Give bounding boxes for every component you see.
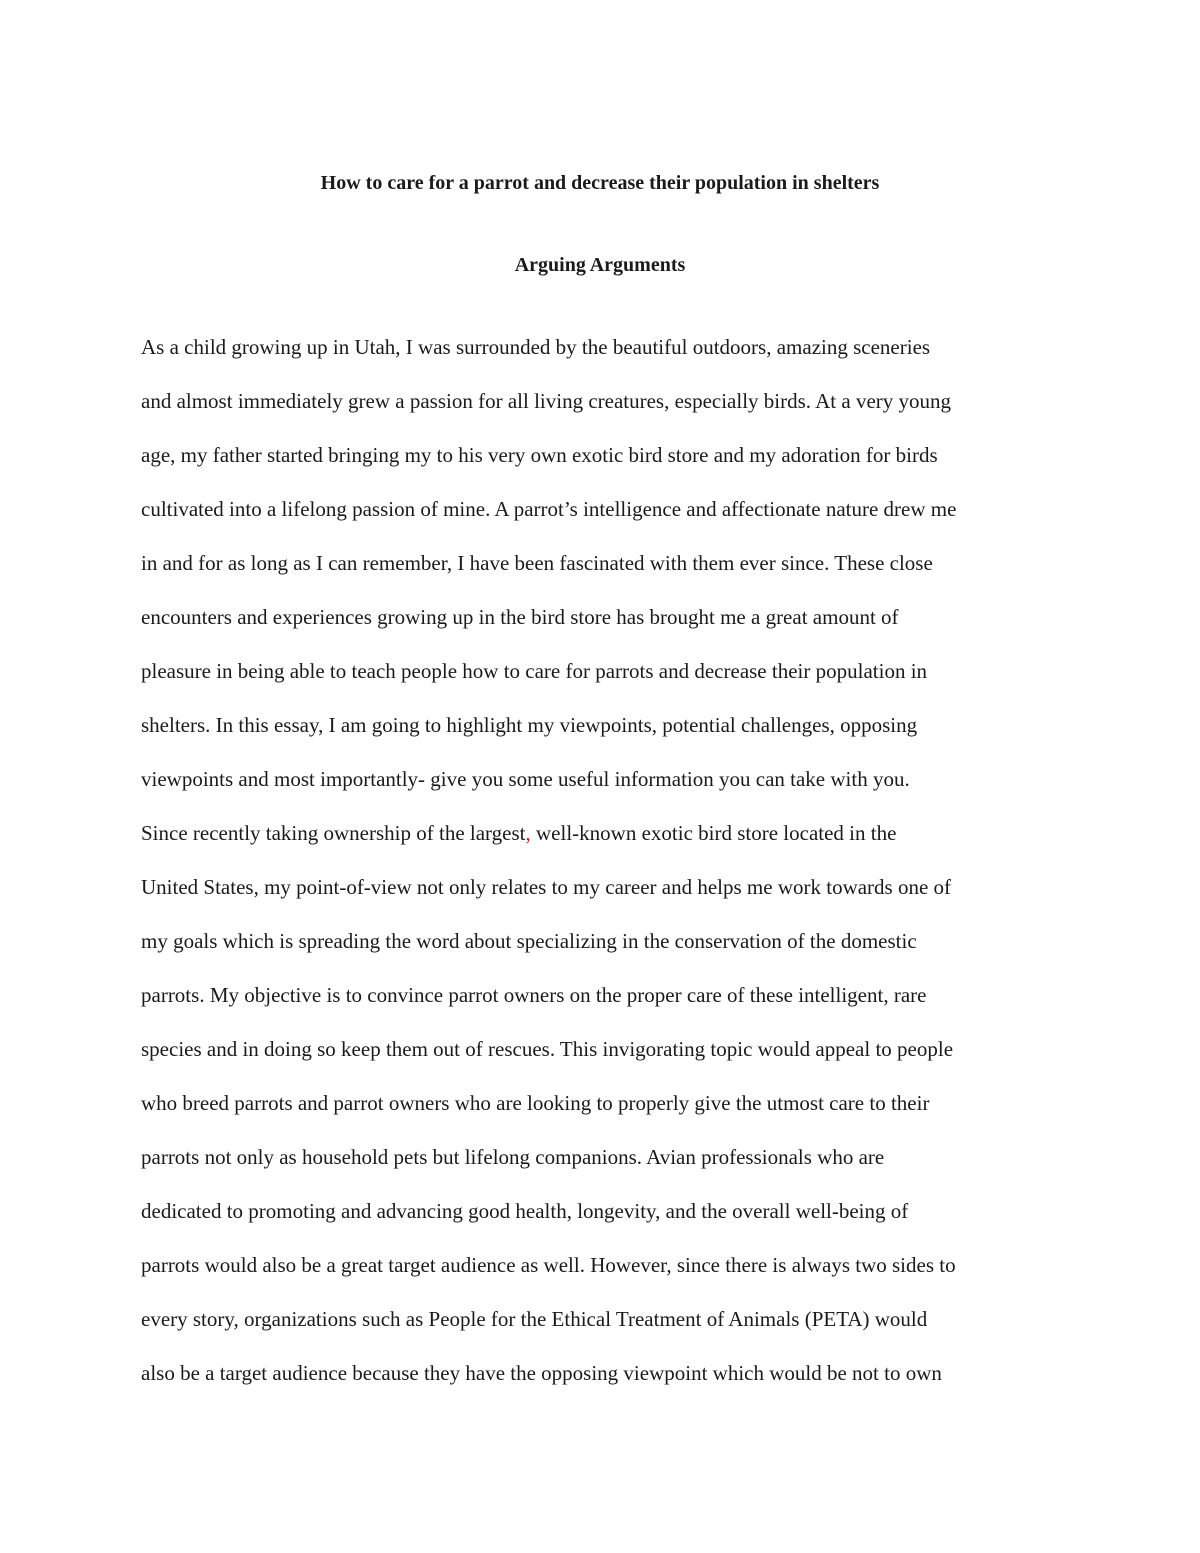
body-line: shelters. In this essay, I am going to highlight my viewpoints, potential challenges, opposing: [141, 713, 918, 737]
body-line: dedicated to promoting and advancing good health, longevity, and the overall well-being of: [141, 1199, 909, 1223]
body-line: parrots would also be a great target audience as well. However, since there is always two sides to: [141, 1253, 956, 1277]
body-line: As a child growing up in Utah, I was surrounded by the beautiful outdoors, amazing sceneries: [141, 335, 931, 359]
body-line: United States, my point-of-view not only relates to my career and helps me work towards one of: [141, 875, 952, 899]
body-line: cultivated into a lifelong passion of mine. A parrot’s intelligence and affectionate nature drew me: [141, 497, 957, 521]
body-line: encounters and experiences growing up in the bird store has brought me a great amount of: [141, 605, 899, 629]
body-line: in and for as long as I can remember, I have been fascinated with them ever since. These close: [141, 551, 933, 575]
document-title: How to care for a parrot and decrease their population in shelters: [320, 172, 880, 194]
body-line: age, my father started bringing my to his very own exotic bird store and my adoration for birds: [141, 443, 938, 467]
body-line: parrots not only as household pets but lifelong companions. Avian professionals who are: [141, 1145, 885, 1169]
body-line: pleasure in being able to teach people how to care for parrots and decrease their population in: [141, 659, 928, 683]
body-line: species and in doing so keep them out of rescues. This invigorating topic would appeal to people: [141, 1037, 954, 1061]
body-line: viewpoints and most importantly- give you some useful information you can take with you.: [141, 767, 910, 791]
body-line: parrots. My objective is to convince parrot owners on the proper care of these intelligent, rare: [141, 983, 927, 1007]
body-line: and almost immediately grew a passion for all living creatures, especially birds. At a very young: [141, 389, 952, 413]
body-line-marked: [141, 820, 896, 846]
body-line: also be a target audience because they have the opposing viewpoint which would be not to own: [141, 1361, 942, 1385]
body-line: every story, organizations such as People for the Ethical Treatment of Animals (PETA) would: [141, 1307, 928, 1331]
body-line: who breed parrots and parrot owners who are looking to properly give the utmost care to their: [141, 1091, 930, 1115]
body-line-text: Since recently taking ownership of the largest: [141, 821, 526, 845]
body-line-text: well-known exotic bird store located in the: [530, 821, 897, 845]
body-line: my goals which is spreading the word about specializing in the conservation of the domestic: [141, 929, 917, 953]
highlighted-comma: ,: [525, 821, 531, 845]
document-subtitle: Arguing Arguments: [514, 254, 686, 276]
